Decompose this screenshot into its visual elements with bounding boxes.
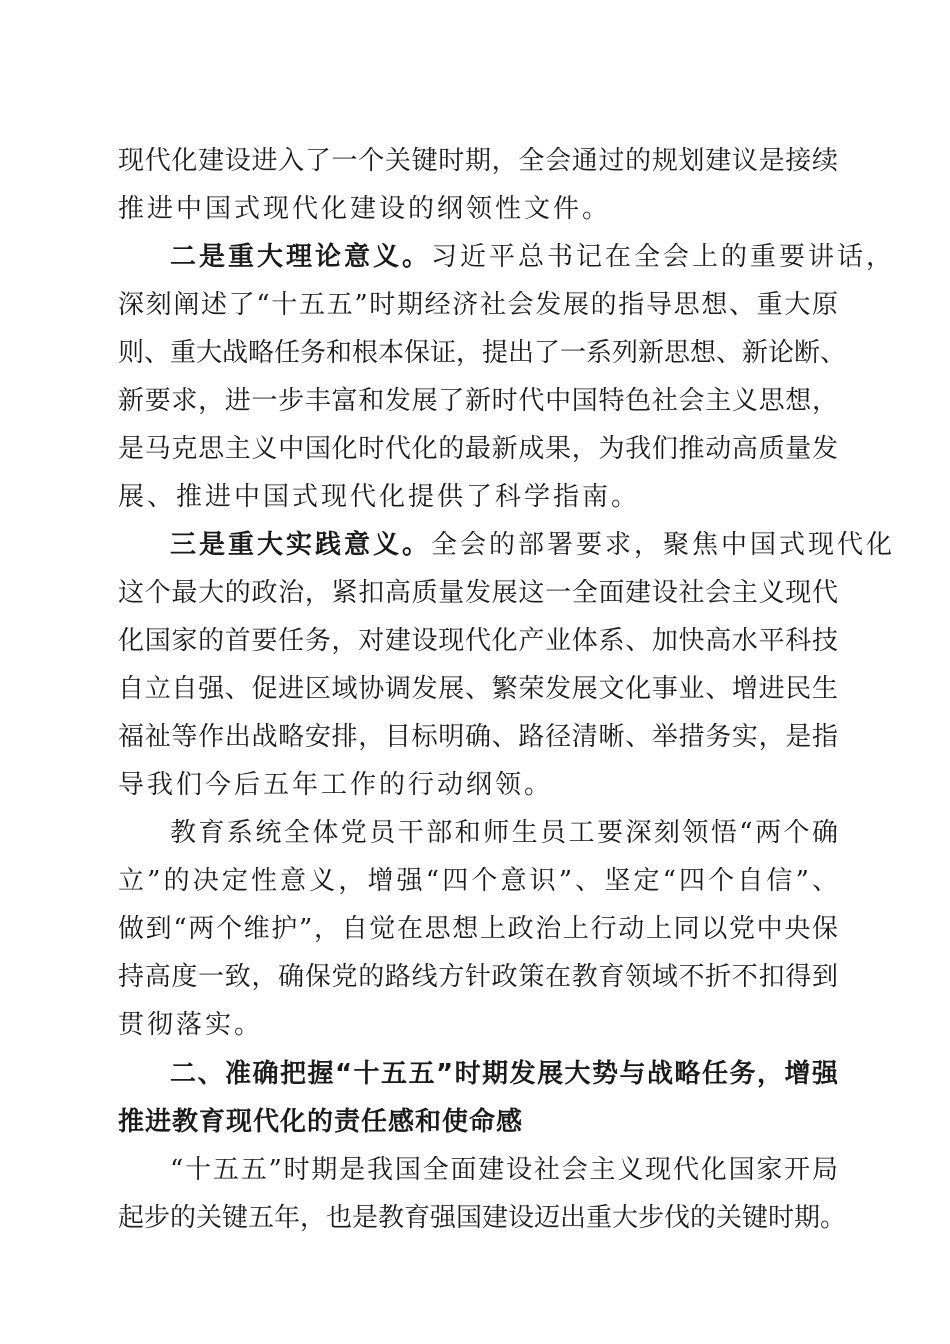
body-text-line: 是马克思主义中国化时代化的最新成果，为我们推动高质量发 (118, 434, 838, 464)
body-text-line: 自立自强、促进区域协调发展、繁荣发展文化事业、增进民生 (118, 674, 838, 704)
paragraph-lead: 二是重大理论意义。 (170, 242, 432, 272)
paragraph-text: 习近平总书记在全会上的重要讲话， (431, 242, 896, 272)
paragraph-text: 全会的部署要求，聚焦中国式现代化 (431, 530, 896, 560)
body-text-line: 起步的关键五年，也是教育强国建设迈出重大步伐的关键时期。 (118, 1203, 847, 1233)
body-text-line: 做到“两个维护”，自觉在思想上政治上行动上同以党中央保 (118, 914, 838, 944)
body-text-line: 贯彻落实。 (118, 1010, 264, 1040)
paragraph-first-line: “十五五”时期是我国全面建设社会主义现代化国家开局 (170, 1155, 838, 1185)
body-text-line: 现代化建设进入了一个关键时期，全会通过的规划建议是接续 (118, 146, 838, 176)
section-heading: 推进教育现代化的责任感和使命感 (118, 1107, 524, 1137)
body-text-line: 导我们今后五年工作的行动纲领。 (118, 770, 554, 800)
paragraph-first-line: 教育系统全体党员干部和师生员工要深刻领悟“两个确 (170, 818, 838, 848)
body-text-line: 展、推进中国式现代化提供了科学指南。 (118, 482, 641, 512)
body-text-line: 持高度一致，确保党的路线方针政策在教育领域不折不扣得到 (118, 962, 838, 992)
body-text-line: 新要求，进一步丰富和发展了新时代中国特色社会主义思想， (118, 386, 838, 416)
body-text-line: 这个最大的政治，紧扣高质量发展这一全面建设社会主义现代 (118, 578, 838, 608)
paragraph-lead: 三是重大实践意义。 (170, 530, 432, 560)
body-text-line: 福祉等作出战略安排，目标明确、路径清晰、举措务实，是指 (118, 722, 838, 752)
paragraph-first-line (170, 233, 896, 281)
body-text-line: 则、重大战略任务和根本保证，提出了一系列新思想、新论断、 (118, 338, 847, 368)
paragraph-first-line (170, 521, 896, 569)
body-text-line: 深刻阐述了“十五五”时期经济社会发展的指导思想、重大原 (118, 290, 838, 320)
body-text-line: 推进中国式现代化建设的纲领性文件。 (118, 194, 612, 224)
body-text-line: 立”的决定性意义，增强“四个意识”、坚定“四个自信”、 (118, 866, 838, 896)
body-text-line: 化国家的首要任务，对建设现代化产业体系、加快高水平科技 (118, 626, 838, 656)
section-heading: 二、准确把握“十五五”时期发展大势与战略任务，增强 (170, 1059, 838, 1089)
